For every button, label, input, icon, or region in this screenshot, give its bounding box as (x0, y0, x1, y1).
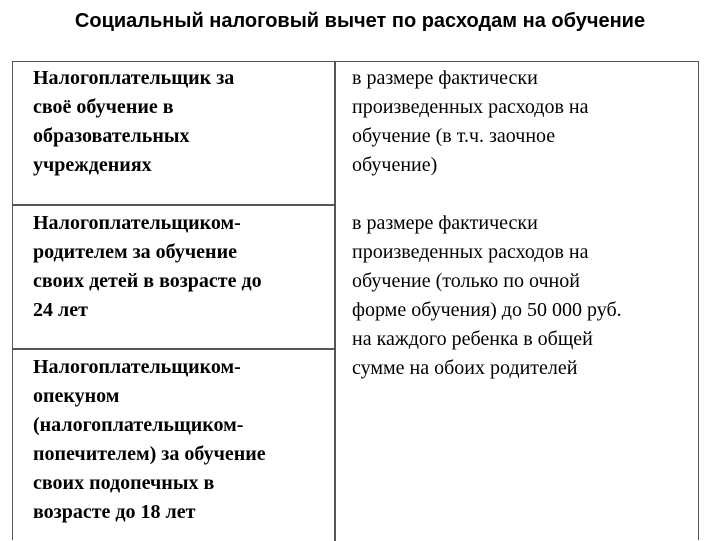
row-divider (13, 348, 334, 350)
table-cell-children-amount: в размере фактически произведенных расходов на обучение (только по очной форме обучения) до 50 000 руб. на каждого ребенка в общей сумме на обоих родителей (352, 212, 622, 379)
table-cell-self-education: Налогоплательщик за своё обучение в образовательных учреждениях (33, 67, 235, 176)
page-title: Социальный налоговый вычет по расходам на обучение (74, 10, 646, 32)
row-divider (13, 204, 334, 206)
column-divider (334, 62, 336, 541)
table-cell-self-amount: в размере фактически произведенных расходов на обучение (в т.ч. заочное обучение) (352, 67, 589, 176)
table-cell-guardian-education: Налогоплательщиком- опекуном (налогоплательщиком- попечителем) за обучение своих подопечных в возрасте до 18 лет (33, 356, 266, 523)
table-cell-parent-education: Налогоплательщиком- родителем за обучение своих детей в возрасте до 24 лет (33, 212, 262, 321)
